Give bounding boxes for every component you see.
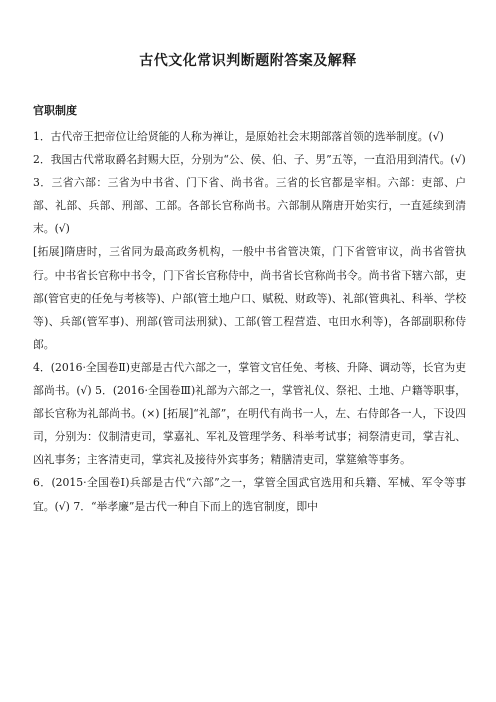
section-heading: 官职制度 — [33, 104, 77, 117]
document-body — [33, 125, 466, 518]
paragraph-2: 2．我国古代常取爵名封赐大臣，分别为“公、侯、伯、子、男”五等，一直沿用到清代。(√) — [33, 153, 466, 167]
paragraph-4: [拓展]隋唐时，三省同为最高政务机构，一般中书省管决策，门下省管审议，尚书省管执行。中书省长官称中书令，门下省长官称侍中，尚书省长官称尚书令。尚书省下辖六部，吏部(管官吏的任免与考核等)、户部(管土地户口、赋税、财政等)、礼部(管典礼、科举、学校等)、兵部(管军事)、刑部(管司法刑狱)、工部(管工程营造、屯田水利等)，各部副职称侍郎。 — [33, 245, 466, 351]
paragraph-5: 4．(2016·全国卷Ⅱ)吏部是古代六部之一，掌管文官任免、考核、升降、调动等，长官为吏部尚书。(√) 5．(2016·全国卷Ⅲ)礼部为六部之一，掌管礼仪、祭祀、土地、户籍等职事，部长官称为礼部尚书。(×) [拓展]“礼部”，在明代有尚书一人，左、右侍郎各一人，下设四司，分别为：仪制清吏司，掌嘉礼、军礼及管理学务、科举考试事；祠祭清吏司，掌吉礼、凶礼事务；主客清吏司，掌宾礼及接待外宾事务；精膳清吏司，掌筵飨等事务。 — [33, 360, 466, 467]
document-title: 古代文化常识判断题附答案及解释 — [139, 53, 357, 69]
paragraph-6: 6．(2015·全国卷Ⅰ)兵部是古代“六部”之一，掌管全国武官选用和兵籍、军械、军令等事宜。(√) 7．“举孝廉”是古代一种自下而上的选官制度，即中 — [33, 476, 466, 513]
paragraph-1: 1．古代帝王把帝位让给贤能的人称为禅让，是原始社会末期部落首领的选举制度。(√) — [33, 130, 444, 143]
paragraph-3: 3．三省六部：三省为中书省、门下省、尚书省。三省的长官都是宰相。六部：吏部、户部、礼部、兵部、刑部、工部。各部长官称尚书。六部制从隋唐开始实行，一直延续到清末。(√) — [33, 176, 466, 236]
